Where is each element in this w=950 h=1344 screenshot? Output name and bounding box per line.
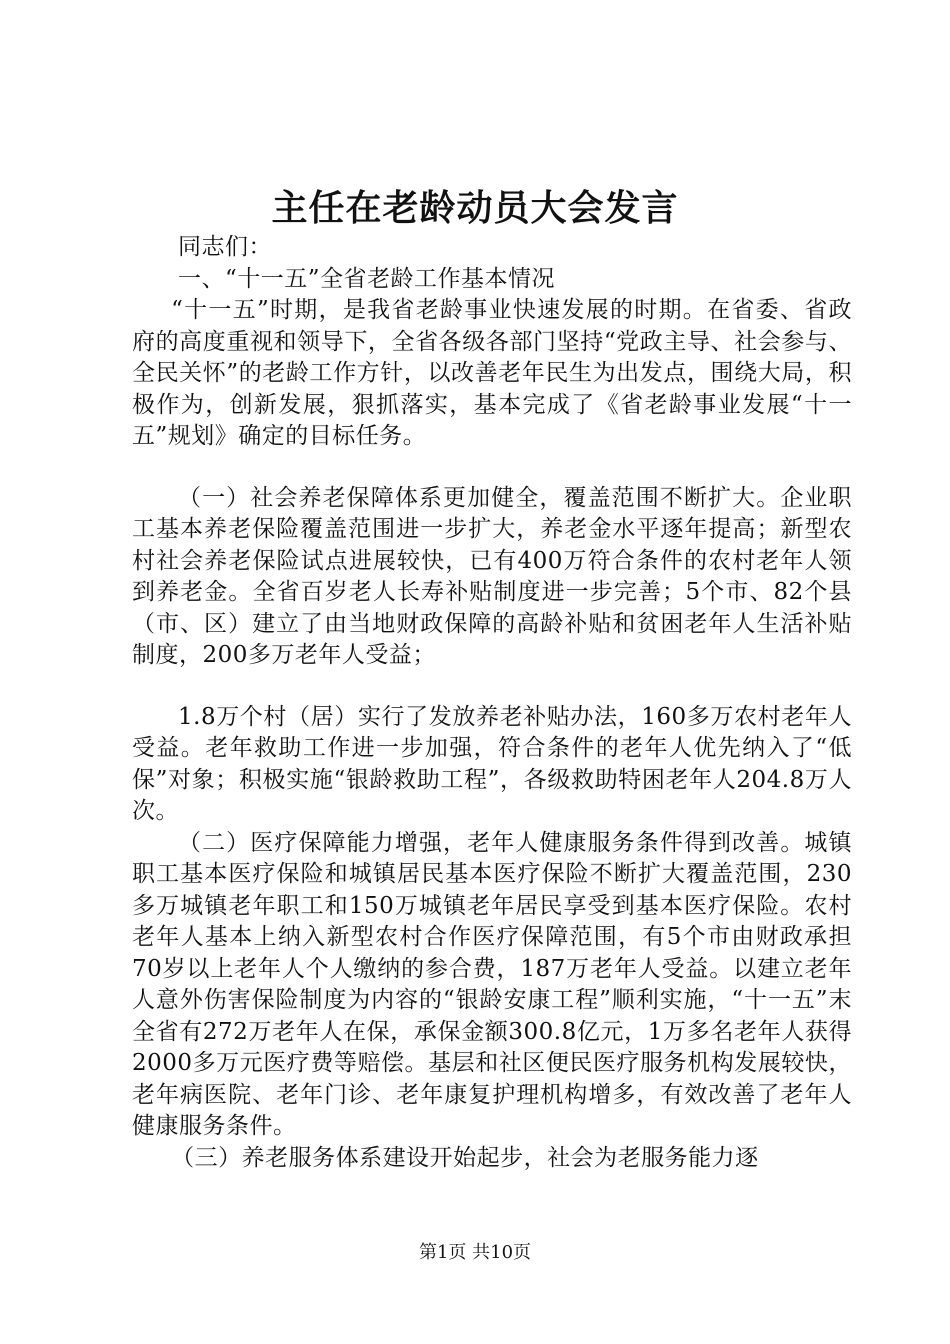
document-body	[132, 232, 852, 1174]
body-paragraph: （一）社会养老保障体系更加健全，覆盖范围不断扩大。企业职工基本养老保险覆盖范围进一步扩大，养老金水平逐年提高；新型农村社会养老保险试点进展较快，已有400万符合条件的农村老年人领到养老金。全省百岁老人长寿补贴制度进一步完善；5个市、82个县（市、区）建立了由当地财政保障的高龄补贴和贫困老年人生活补贴制度，200多万老年人受益；	[132, 484, 852, 668]
body-paragraph: “十一五”时期，是我省老龄事业快速发展的时期。在省委、省政府的高度重视和领导下，全省各级各部门坚持“党政主导、社会参与、全民关怀”的老龄工作方针，以改善老年民生为出发点，围绕大局，积极作为，创新发展，狠抓落实，基本完成了《省老龄事业发展“十一五”规划》确定的目标任务。	[132, 297, 852, 449]
body-paragraph: 1.8万个村（居）实行了发放养老补贴办法，160多万农村老年人受益。老年救助工作进一步加强，符合条件的老年人优先纳入了“低保”对象；积极实施“银龄救助工程”，各级救助特困老年人204.8万人次。	[132, 703, 852, 824]
body-paragraph: （二）医疗保障能力增强，老年人健康服务条件得到改善。城镇职工基本医疗保险和城镇居民基本医疗保险不断扩大覆盖范围，230多万城镇老年职工和150万城镇老年居民享受到基本医疗保险。农村老年人基本上纳入新型农村合作医疗保障范围，有5个市由财政承担70岁以上老年人个人缴纳的参合费，187万老年人受益。以建立老年人意外伤害保险制度为内容的“银龄安康工程”顺利实施，“十一五”末全省有272万老年人在保，承保金额300.8亿元，1万多名老年人获得2000多万元医疗费等赔偿。基层和社区便民医疗服务机构发展较快，老年病医院、老年门诊、老年康复护理机构增多，有效改善了老年人健康服务条件。	[132, 829, 852, 1139]
document-title: 主任在老龄动员大会发言	[271, 187, 679, 229]
section-heading: 一、“十一五”全省老龄工作基本情况	[178, 265, 556, 292]
page-indicator: 第1页 共10页	[418, 1242, 532, 1263]
body-paragraph: （三）养老服务体系建设开始起步，社会为老服务能力逐	[171, 1144, 759, 1171]
salutation-paragraph: 同志们：	[178, 234, 272, 260]
